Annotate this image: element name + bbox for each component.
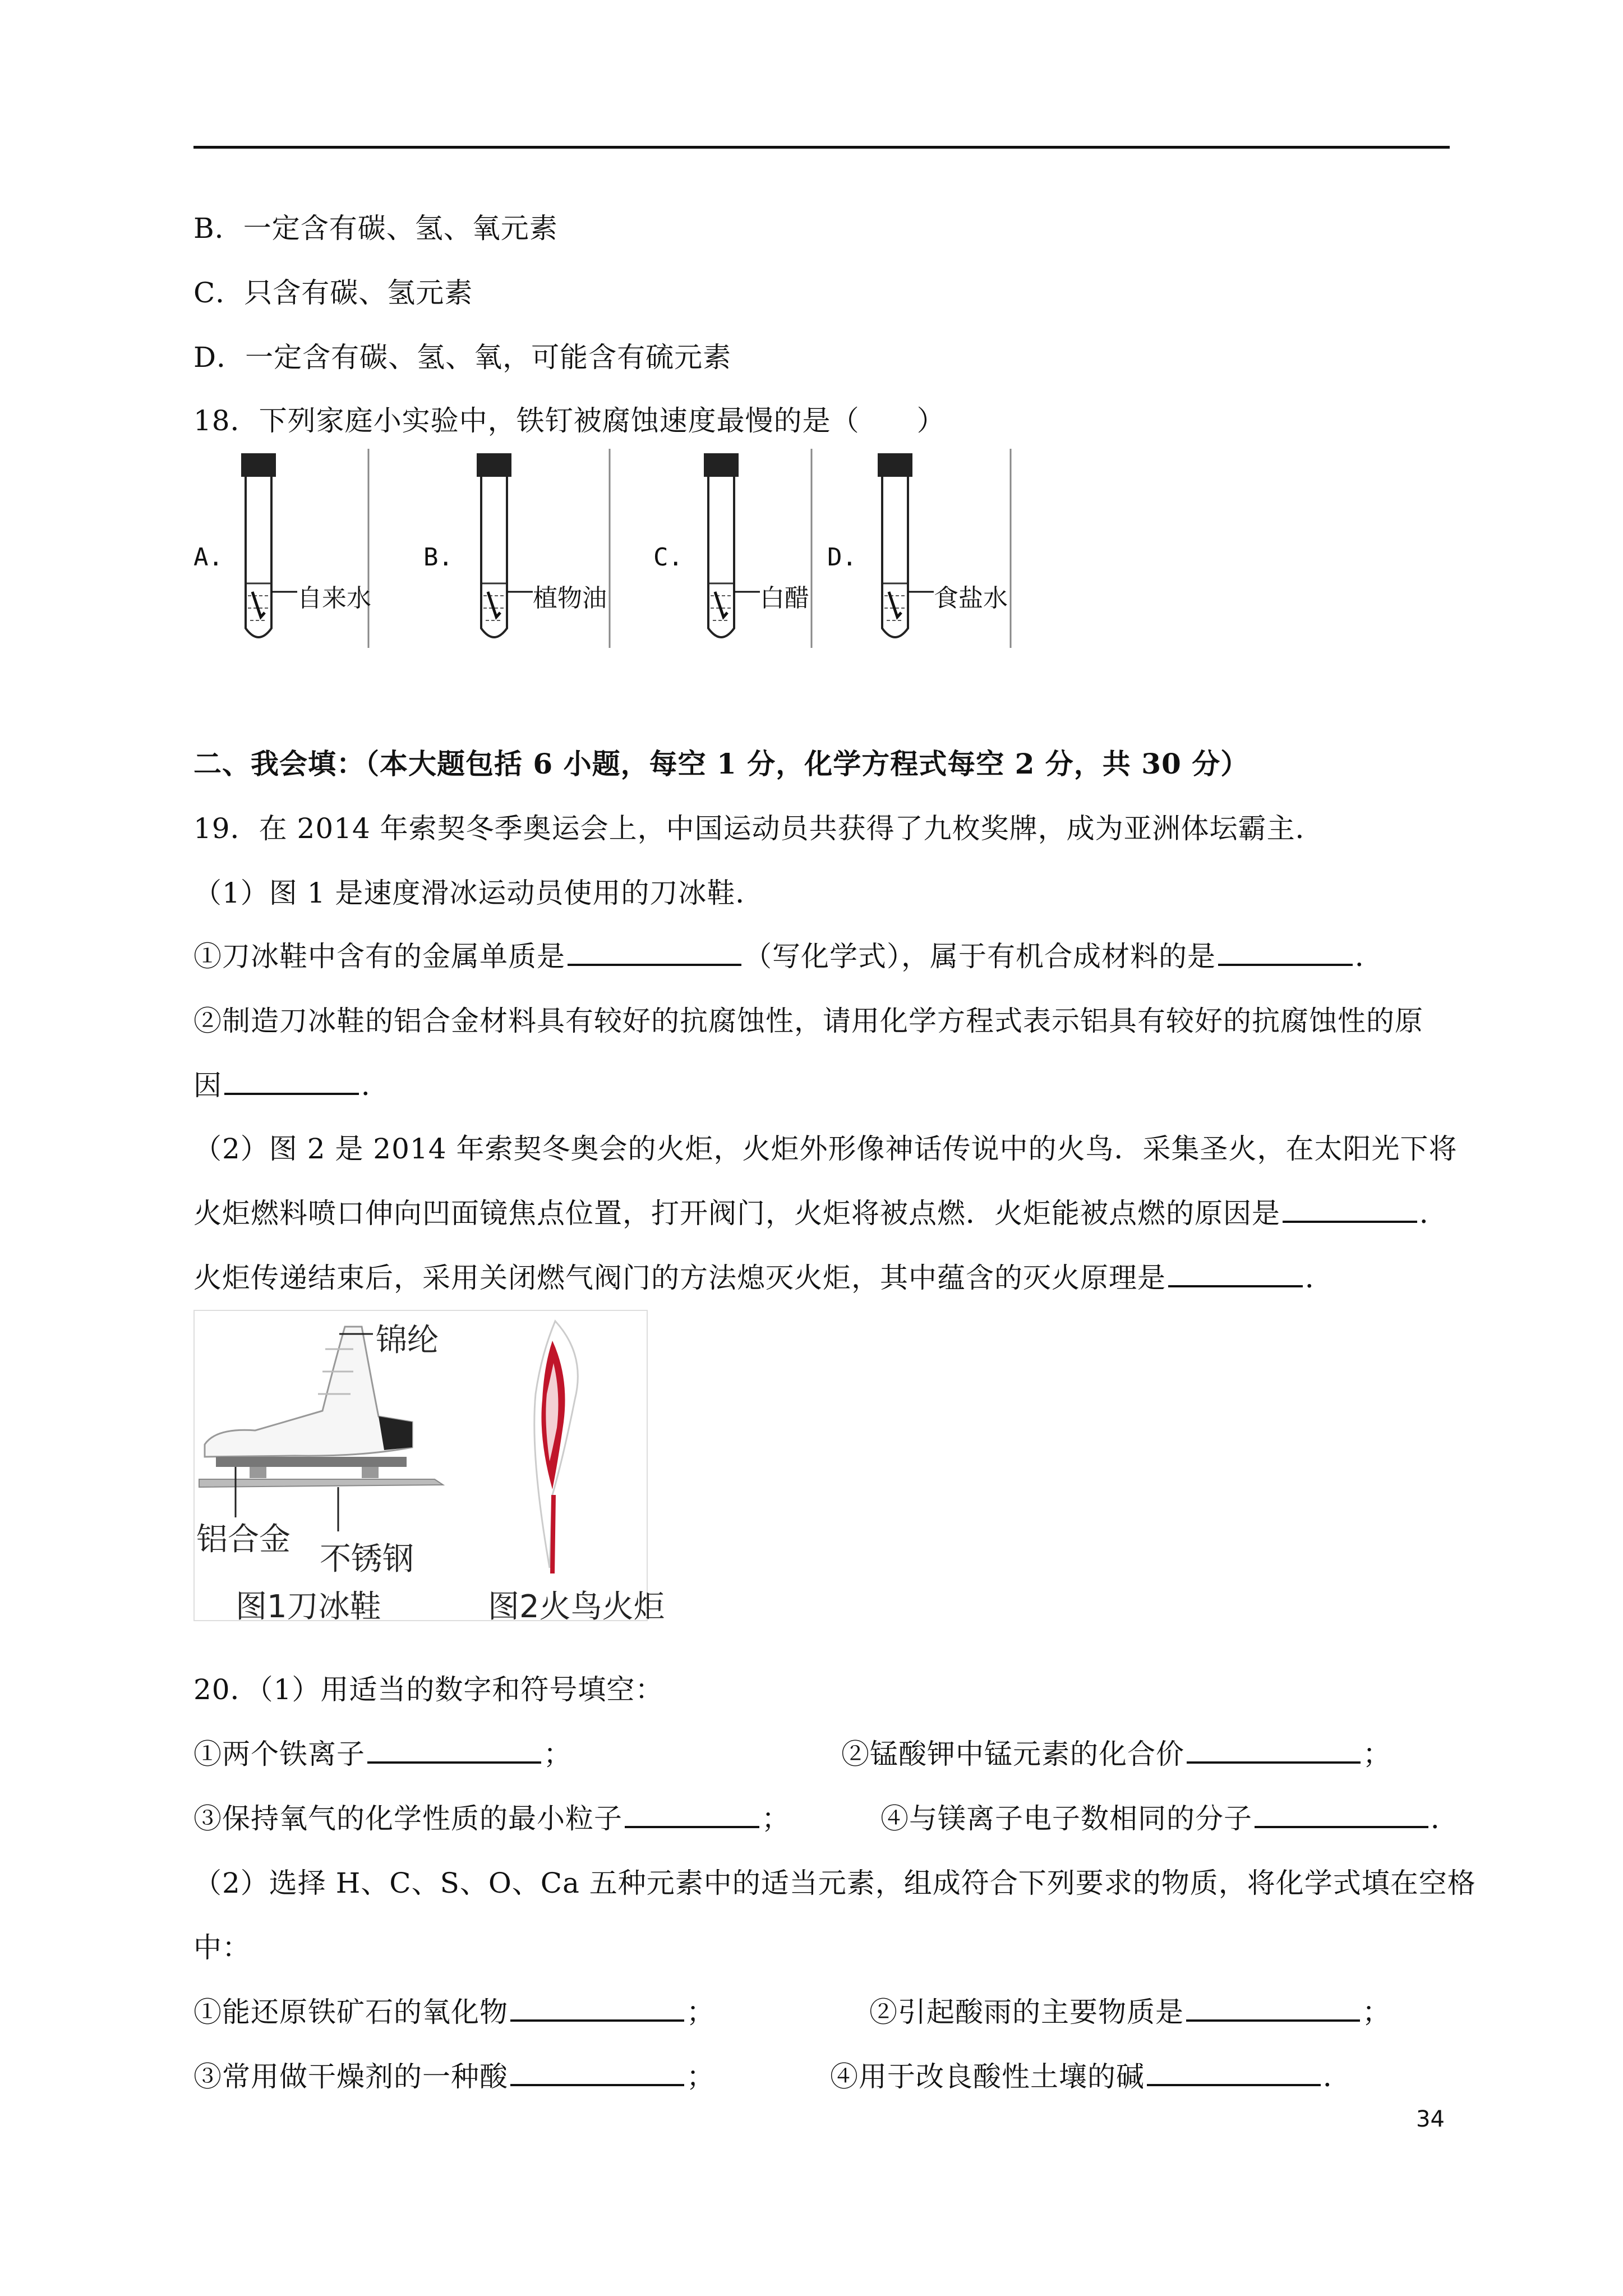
q20-row-2: ③保持氧气的化学性质的最小粒子 ； [193,1802,790,1835]
tube-b-letter: B. [423,543,453,572]
q20-row-1-right: ②锰酸钾中锰元素的化合价 ； [841,1738,1391,1770]
figure-caption-2: 图2火鸟火炬 [488,1589,665,1625]
page-number: 34 [1416,2106,1445,2132]
q20-item-1: ①两个铁离子 [193,1738,365,1770]
test-tube-b-icon [465,449,611,648]
q19-part-2-line1: （2）图 2 是 2014 年索契冬奥会的火炬，火炬外形像神话传说中的火鸟．采集圣火，在太阳光下将 [193,1133,1458,1165]
figure-label-nylon: 锦纶 [376,1322,439,1359]
question-18-stem: 18．下列家庭小实验中，铁钉被腐蚀速度最慢的是（ ） [193,404,946,437]
tube-a-label: 自来水 [297,584,371,613]
tube-b-label: 植物油 [533,584,607,613]
q19-part-2-line2: 火炬燃料喷口伸向凹面镜焦点位置，打开阀门，火炬将被点燃．火炬能被点燃的原因是 ． [193,1197,1448,1230]
answer-blank[interactable] [510,1995,684,2022]
q20-item-2: ②锰酸钾中锰元素的化合价 [841,1738,1184,1770]
q19-item-2-text: 因 [193,1069,222,1102]
figure-label-aluminium: 铝合金 [196,1521,291,1558]
q19-item-1-text-a: ①刀冰鞋中含有的金属单质是 [193,940,565,973]
q20-part-2-line2: 中： [193,1931,251,1964]
q20-row-4: ③常用做干燥剂的一种酸 ； [193,2060,715,2093]
q20-item-8: ④用于改良酸性土壤的碱 [830,2060,1145,2093]
answer-blank[interactable] [625,1801,759,1828]
answer-blank[interactable] [1187,1737,1361,1764]
answer-blank[interactable] [1147,2059,1321,2086]
q20-item-6: ②引起酸雨的主要物质是 [869,1996,1184,2028]
figure-caption-1: 图1刀冰鞋 [236,1589,381,1625]
tube-a-letter: A. [193,543,223,572]
q20-item-5: ①能还原铁矿石的氧化物 [193,1996,508,2028]
q20-row-3-right: ②引起酸雨的主要物质是 ； [869,1996,1391,2028]
option-c: C．只含有碳、氢元素 [193,277,473,309]
option-d: D．一定含有碳、氢、氧，可能含有硫元素 [193,341,732,374]
q20-row-2-right: ④与镁离子电子数相同的分子 ． [880,1802,1459,1835]
q19-part-2-text-c: 火炬传递结束后，采用关闭燃气阀门的方法熄灭火炬，其中蕴含的灭火原理是 [193,1262,1166,1294]
q19-item-1-text-b: （写化学式），属于有机合成材料的是 [744,940,1216,973]
answer-blank[interactable] [1283,1196,1417,1223]
q20-item-7: ③常用做干燥剂的一种酸 [193,2060,508,2093]
q19-item-2-line2: 因 ． [193,1069,390,1102]
q20-item-4: ④与镁离子电子数相同的分子 [880,1802,1252,1835]
answer-blank[interactable] [1255,1801,1428,1828]
tube-d-letter: D. [827,543,857,572]
q20-part-2-line1: （2）选择 H、C、S、O、Ca 五种元素中的适当元素，组成符合下列要求的物质，将化学式填在空格 [193,1867,1476,1899]
test-tube-a-icon [230,449,370,648]
answer-blank[interactable] [367,1737,541,1764]
test-tube-c-icon [693,449,813,648]
q20-row-4-right: ④用于改良酸性土壤的碱 ． [830,2060,1352,2093]
q19-item-2-line1: ②制造刀冰鞋的铝合金材料具有较好的抗腐蚀性，请用化学方程式表示铝具有较好的抗腐蚀性的原 [193,1005,1423,1037]
q20-row-3: ①能还原铁矿石的氧化物 ； [193,1996,715,2028]
tube-c-label: 白醋 [760,584,809,613]
q19-part-2-text-b: 火炬燃料喷口伸向凹面镜焦点位置，打开阀门，火炬将被点燃．火炬能被点燃的原因是 [193,1197,1280,1230]
test-tube-d-icon [866,449,1012,648]
answer-blank[interactable] [510,2059,684,2086]
header-rule [193,146,1450,149]
figure-label-steel: 不锈钢 [320,1541,414,1577]
answer-blank[interactable] [1186,1995,1360,2022]
q20-item-3: ③保持氧气的化学性质的最小粒子 [193,1802,623,1835]
answer-blank[interactable] [1218,939,1353,966]
tube-c-letter: C. [653,543,683,572]
q20-row-1: ①两个铁离子 ； [193,1738,572,1770]
q19-part-1: （1）图 1 是速度滑冰运动员使用的刀冰鞋． [193,877,764,909]
section-2-heading: 二、我会填：（本大题包括 6 小题，每空 1 分，化学方程式每空 2 分，共 30 分） [193,747,1249,780]
q19-part-2-line3: 火炬传递结束后，采用关闭燃气阀门的方法熄灭火炬，其中蕴含的灭火原理是 ． [193,1262,1334,1294]
answer-blank[interactable] [568,939,741,966]
answer-blank[interactable] [1168,1260,1303,1287]
question-19-stem: 19．在 2014 年索契冬季奥运会上，中国运动员共获得了九枚奖牌，成为亚洲体坛霸主． [193,812,1324,845]
option-b: B．一定含有碳、氢、氧元素 [193,212,558,245]
question-20-stem: 20．（1）用适当的数字和符号填空： [193,1673,664,1706]
q19-item-1: ①刀冰鞋中含有的金属单质是 （写化学式），属于有机合成材料的是 ． [193,940,1384,973]
tube-d-label: 食盐水 [934,584,1008,613]
answer-blank[interactable] [224,1068,359,1095]
